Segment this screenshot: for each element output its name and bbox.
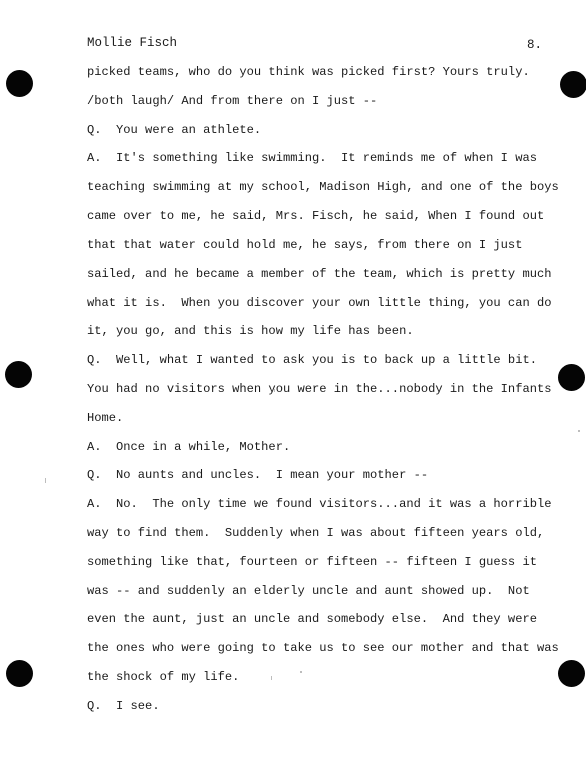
transcript-line: came over to me, he said, Mrs. Fisch, he said, When I found out [87,209,545,224]
transcript-line: A. It's something like swimming. It reminds me of when I was [87,151,537,166]
binder-hole-left-top [6,70,33,97]
scan-speck [578,430,580,432]
page-number: 8. [527,38,543,52]
binder-hole-left-bottom [6,660,33,687]
transcript-line: /both laugh/ And from there on I just -- [87,93,378,108]
transcript-line: Q. No aunts and uncles. I mean your mother -- [87,468,429,483]
transcript-line: what it is. When you discover your own little thing, you can do [87,295,552,310]
transcript-line: Q. I see. [87,698,160,713]
transcript-line: Q. You were an athlete. [87,122,262,137]
transcript-line: You had no visitors when you were in the...nobody in the Infants [87,381,552,396]
transcript-body [87,65,557,728]
transcript-line: was -- and suddenly an elderly uncle and aunt showed up. Not [87,583,530,598]
binder-hole-right-top [560,71,586,98]
transcript-line: A. Once in a while, Mother. [87,439,291,454]
transcript-line: Q. Well, what I wanted to ask you is to back up a little bit. [87,353,537,368]
binder-hole-right-middle [558,364,585,391]
transcript-line: it, you go, and this is how my life has been. [87,324,414,339]
transcript-line: the shock of my life. [87,670,240,685]
transcript-line: picked teams, who do you think was picked first? Yours truly. [87,65,530,79]
transcript-line: Home. [87,410,124,425]
transcript-line: the ones who were going to take us to see our mother and that was [87,641,559,656]
transcript-line: way to find them. Suddenly when I was about fifteen years old, [87,526,545,540]
transcript-line: even the aunt, just an uncle and somebody else. And they were [87,612,537,627]
interviewee-name-header: Mollie Fisch [87,36,178,50]
binder-hole-right-bottom [558,660,585,687]
binder-hole-left-middle [5,361,32,388]
transcript-line: that that water could hold me, he says, from there on I just [87,237,523,252]
transcript-line: something like that, fourteen or fifteen -- fifteen I guess it [87,554,537,569]
transcript-line: sailed, and he became a member of the team, which is pretty much [87,266,552,281]
transcript-line: teaching swimming at my school, Madison High, and one of the boys [87,180,559,195]
scan-speck [45,478,46,483]
transcript-line: A. No. The only time we found visitors...and it was a horrible [87,497,552,512]
